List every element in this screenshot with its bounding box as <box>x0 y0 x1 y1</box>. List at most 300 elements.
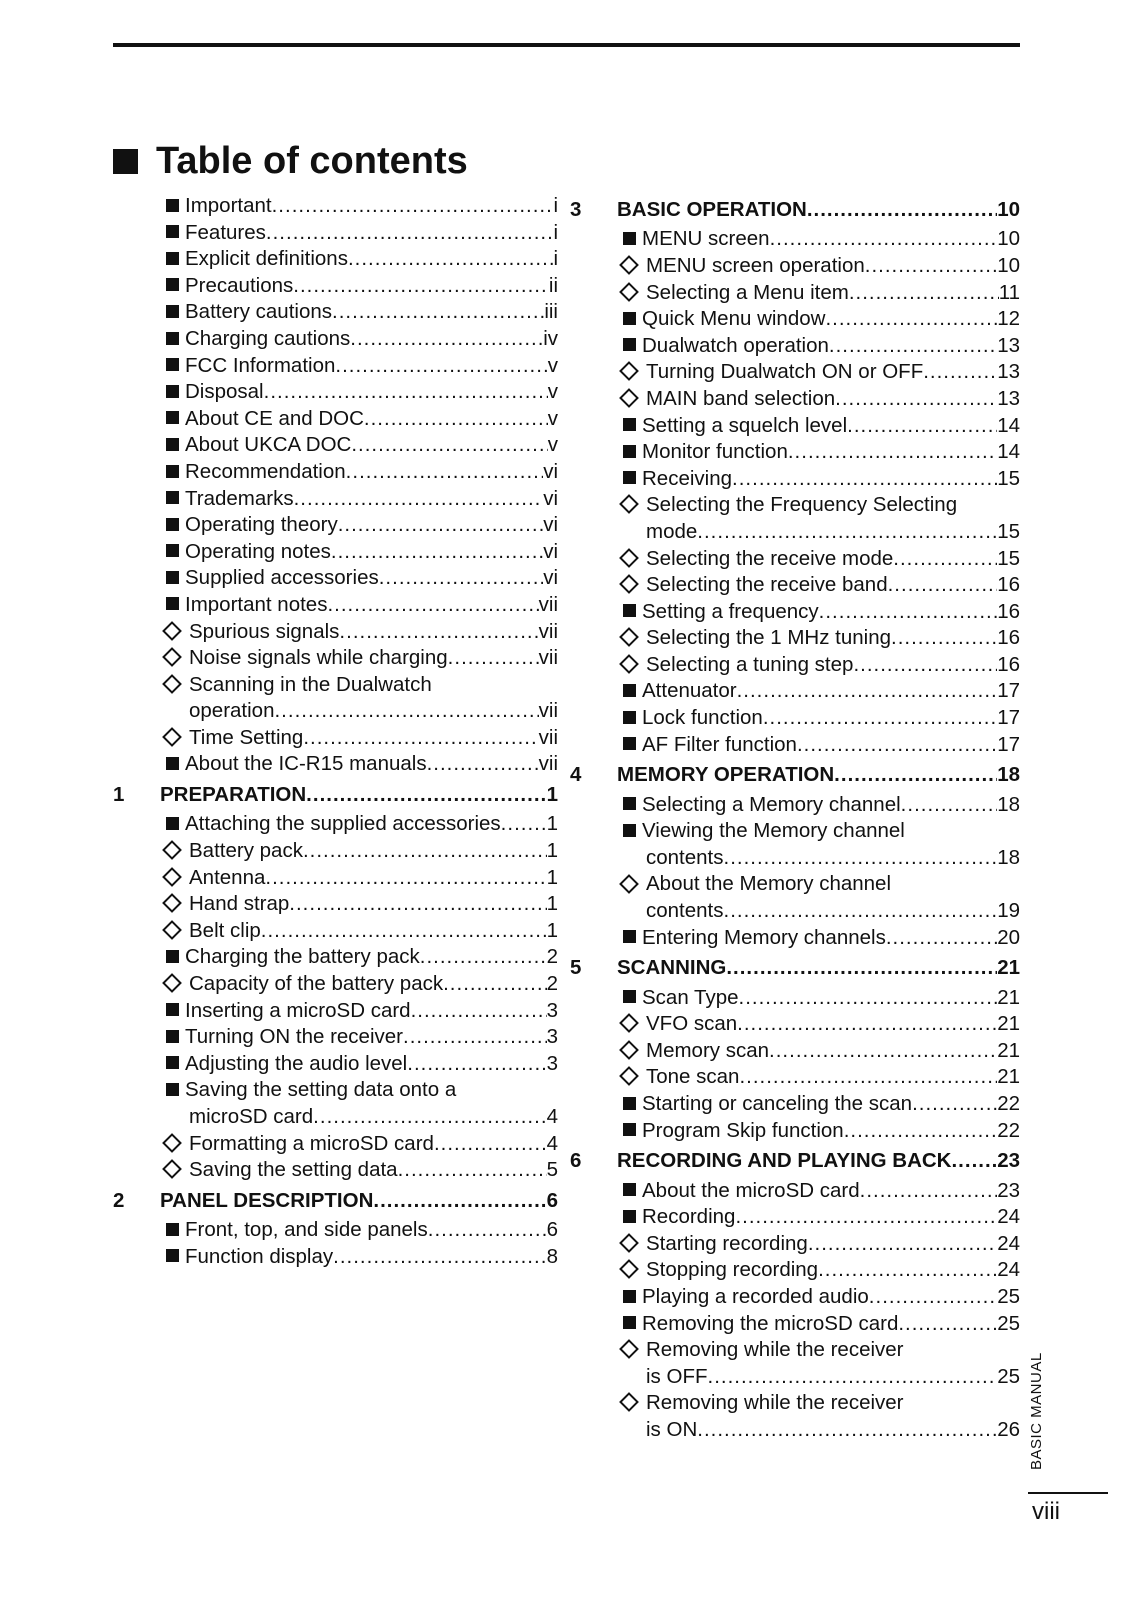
dot-leader <box>289 891 546 918</box>
toc-entry[interactable] <box>570 1011 1020 1038</box>
toc-entry-text <box>185 193 558 220</box>
dot-leader <box>266 220 554 247</box>
dot-leader <box>807 193 997 226</box>
toc-entry-text <box>189 698 558 725</box>
toc-entry[interactable] <box>570 652 1020 679</box>
dot-leader <box>338 512 543 539</box>
toc-entry-label: microSD card <box>189 1104 314 1128</box>
toc-entry-label: is ON <box>646 1417 698 1441</box>
toc-entry-label: Stopping recording <box>646 1258 819 1282</box>
toc-entry-text <box>189 838 558 865</box>
toc-entry[interactable] <box>113 565 558 592</box>
toc-entry-label: Selecting the receive mode <box>646 546 894 570</box>
toc-entry-page: 15 <box>997 519 1020 543</box>
toc-entry-text <box>646 492 1020 519</box>
toc-section-heading[interactable] <box>570 758 1020 791</box>
toc-entry-text <box>185 220 558 247</box>
filled-square-icon <box>162 486 182 513</box>
filled-square-icon <box>162 1077 182 1104</box>
hollow-diamond-icon <box>162 645 182 672</box>
filled-square-icon <box>162 432 182 459</box>
toc-entry[interactable] <box>570 519 1020 546</box>
dot-leader <box>327 592 538 619</box>
toc-entry[interactable] <box>570 1178 1020 1205</box>
dot-leader <box>865 253 997 280</box>
square-bullet-icon <box>113 149 138 174</box>
toc-entry-label: Features <box>185 220 266 244</box>
toc-entry[interactable] <box>113 918 558 945</box>
toc-entry[interactable] <box>113 865 558 892</box>
toc-entry[interactable] <box>570 1257 1020 1284</box>
toc-entry-text <box>642 306 1020 333</box>
dot-leader <box>264 379 548 406</box>
toc-entry[interactable] <box>570 1364 1020 1391</box>
toc-entry-text <box>646 871 1020 898</box>
toc-entry-label: Inserting a microSD card <box>185 998 411 1022</box>
filled-square-icon <box>619 333 639 360</box>
filled-square-icon <box>162 944 182 971</box>
top-rule <box>113 43 1020 47</box>
filled-square-icon <box>162 751 182 778</box>
toc-entry-page: 17 <box>997 679 1020 703</box>
filled-square-icon <box>162 539 182 566</box>
toc-entry[interactable] <box>570 226 1020 253</box>
toc-entry-text <box>189 725 558 752</box>
hollow-diamond-icon <box>619 280 639 307</box>
toc-entry[interactable] <box>570 985 1020 1012</box>
toc-entry-label: Belt clip <box>189 918 261 942</box>
dot-leader <box>348 246 553 273</box>
toc-entry-text <box>617 758 1020 791</box>
toc-entry[interactable] <box>570 572 1020 599</box>
toc-entry[interactable] <box>113 432 558 459</box>
toc-right-column <box>570 193 1020 1444</box>
toc-entry[interactable] <box>570 546 1020 573</box>
toc-entry-page: 25 <box>997 1311 1020 1335</box>
toc-entry[interactable] <box>113 299 558 326</box>
toc-entry-page: 13 <box>997 360 1020 384</box>
toc-entry-label: Charging the battery pack <box>185 945 420 969</box>
toc-entry-label: operation <box>189 699 275 723</box>
toc-entry-text <box>642 705 1020 732</box>
toc-entry[interactable] <box>570 386 1020 413</box>
toc-entry[interactable] <box>570 492 1020 519</box>
toc-entry-page: 22 <box>997 1118 1020 1142</box>
toc-entry-page: 19 <box>997 899 1020 923</box>
dot-leader <box>893 546 997 573</box>
toc-entry[interactable] <box>570 1231 1020 1258</box>
dot-leader <box>853 652 997 679</box>
toc-entry-page: 1 <box>546 918 558 942</box>
toc-entry-label: Selecting the Frequency Selecting <box>646 493 958 517</box>
dot-leader <box>407 1051 546 1078</box>
toc-entry[interactable] <box>570 306 1020 333</box>
toc-entry-label: SCANNING <box>617 956 727 980</box>
toc-entry-page: 21 <box>997 1038 1020 1062</box>
filled-square-icon <box>162 1024 182 1051</box>
toc-entry[interactable] <box>113 592 558 619</box>
toc-entry-page: 20 <box>997 925 1020 949</box>
toc-entry-label: Selecting a tuning step <box>646 652 854 676</box>
filled-square-icon <box>162 406 182 433</box>
toc-entry[interactable] <box>113 353 558 380</box>
toc-entry-label: Scanning in the Dualwatch <box>189 672 432 696</box>
toc-entry-page: 8 <box>546 1244 558 1268</box>
toc-entry-page: 1 <box>546 892 558 916</box>
toc-entry-page: 23 <box>997 1149 1020 1173</box>
toc-entry[interactable] <box>113 672 558 699</box>
toc-entry-page: 12 <box>997 307 1020 331</box>
toc-entry[interactable] <box>570 280 1020 307</box>
side-rule <box>1028 1492 1108 1494</box>
toc-entry-text <box>617 1144 1020 1177</box>
toc-entry-text <box>646 625 1020 652</box>
toc-entry[interactable] <box>570 1204 1020 1231</box>
toc-entry[interactable] <box>570 1390 1020 1417</box>
toc-entry[interactable] <box>570 599 1020 626</box>
toc-entry-label: Starting or canceling the scan <box>642 1091 913 1115</box>
toc-entry-label: Selecting the 1 MHz tuning <box>646 626 891 650</box>
toc-entry[interactable] <box>113 486 558 513</box>
toc-entry-page: 1 <box>546 865 558 889</box>
dot-leader <box>697 1417 997 1444</box>
dot-leader <box>434 1131 547 1158</box>
dot-leader <box>333 1244 546 1271</box>
toc-entry[interactable] <box>113 944 558 971</box>
toc-entry[interactable] <box>570 333 1020 360</box>
toc-entry-page: 21 <box>997 1012 1020 1036</box>
toc-entry-label: Saving the setting data <box>189 1158 398 1182</box>
toc-entry-page: v <box>547 406 558 430</box>
toc-entry-page: 15 <box>997 546 1020 570</box>
toc-entry[interactable] <box>113 273 558 300</box>
toc-entry[interactable] <box>570 1118 1020 1145</box>
toc-section-heading[interactable] <box>113 1184 558 1217</box>
dot-leader <box>818 1257 997 1284</box>
filled-square-icon <box>162 565 182 592</box>
toc-entry-page: vi <box>543 513 558 537</box>
toc-entry-label: Supplied accessories <box>185 566 379 590</box>
toc-entry[interactable] <box>570 925 1020 952</box>
toc-entry[interactable] <box>113 193 558 220</box>
toc-entry-label: Receiving <box>642 466 733 490</box>
filled-square-icon <box>619 678 639 705</box>
filled-square-icon <box>619 985 639 1012</box>
toc-entry-label: mode <box>646 519 698 543</box>
toc-entry-text <box>617 951 1020 984</box>
filled-square-icon <box>619 1178 639 1205</box>
hollow-diamond-icon <box>619 253 639 280</box>
toc-entry[interactable] <box>570 845 1020 872</box>
toc-entry[interactable] <box>113 1104 558 1131</box>
toc-entry-text <box>642 985 1020 1012</box>
toc-entry[interactable] <box>570 871 1020 898</box>
toc-entry[interactable] <box>570 1311 1020 1338</box>
hollow-diamond-icon <box>162 971 182 998</box>
dot-leader <box>737 678 998 705</box>
toc-entry-text <box>185 1244 558 1271</box>
dot-leader <box>303 838 547 865</box>
toc-entry-label: RECORDING AND PLAYING BACK <box>617 1149 952 1173</box>
dot-leader <box>398 1157 547 1184</box>
toc-entry-page: 5 <box>546 1158 558 1182</box>
toc-entry-label: Tone scan <box>646 1065 740 1089</box>
toc-entry-text <box>646 652 1020 679</box>
hollow-diamond-icon <box>619 359 639 386</box>
toc-entry-page: 25 <box>997 1284 1020 1308</box>
filled-square-icon <box>619 1118 639 1145</box>
toc-entry-label: Viewing the Memory channel <box>642 819 905 843</box>
dot-leader <box>364 406 548 433</box>
toc-entry-page: v <box>547 433 558 457</box>
hollow-diamond-icon <box>619 386 639 413</box>
toc-entry-text <box>185 751 558 778</box>
toc-entry[interactable] <box>570 1284 1020 1311</box>
dot-leader <box>825 306 997 333</box>
toc-entry[interactable] <box>113 1077 558 1104</box>
toc-entry[interactable] <box>113 406 558 433</box>
toc-entry[interactable] <box>570 359 1020 386</box>
toc-entry[interactable] <box>570 818 1020 845</box>
filled-square-icon <box>162 1244 182 1271</box>
toc-entry-text <box>642 1091 1020 1118</box>
dot-leader <box>274 698 538 725</box>
toc-entry-label: Battery cautions <box>185 300 332 324</box>
hollow-diamond-icon <box>619 1231 639 1258</box>
toc-entry-text <box>642 792 1020 819</box>
toc-entry-page: 18 <box>997 763 1020 787</box>
toc-entry-label: MENU screen <box>642 227 770 251</box>
toc-section-heading[interactable] <box>570 1144 1020 1177</box>
toc-entry[interactable] <box>570 898 1020 925</box>
toc-entry[interactable] <box>113 751 558 778</box>
toc-entry[interactable] <box>570 625 1020 652</box>
toc-entry-text <box>646 253 1020 280</box>
toc-entry-page: vii <box>538 752 558 776</box>
toc-entry[interactable] <box>113 1244 558 1271</box>
toc-entry-page: 15 <box>997 466 1020 490</box>
toc-entry[interactable] <box>570 1091 1020 1118</box>
toc-entry-text <box>189 645 558 672</box>
hollow-diamond-icon <box>619 1064 639 1091</box>
hollow-diamond-icon <box>162 672 182 699</box>
toc-entry-page: 10 <box>997 227 1020 251</box>
toc-entry[interactable] <box>113 619 558 646</box>
toc-entry-page: 11 <box>998 280 1020 304</box>
toc-entry-label: About the microSD card <box>642 1178 860 1202</box>
toc-entry-label: Charging cautions <box>185 326 351 350</box>
toc-entry-label: Setting a frequency <box>642 599 819 623</box>
dot-leader <box>379 565 543 592</box>
filled-square-icon <box>162 326 182 353</box>
toc-entry[interactable] <box>113 246 558 273</box>
toc-entry[interactable] <box>570 1038 1020 1065</box>
dot-leader <box>849 280 999 307</box>
toc-entry-page: 16 <box>997 599 1020 623</box>
filled-square-icon <box>162 246 182 273</box>
toc-entry-text <box>646 1364 1020 1391</box>
dot-leader <box>420 944 547 971</box>
toc-entry-label: AF Filter function <box>642 732 797 756</box>
toc-entry[interactable] <box>113 645 558 672</box>
toc-entry-text <box>185 539 558 566</box>
toc-entry[interactable] <box>570 1417 1020 1444</box>
toc-entry[interactable] <box>570 678 1020 705</box>
toc-entry-page: vii <box>538 699 558 723</box>
toc-entry[interactable] <box>113 891 558 918</box>
toc-entry[interactable] <box>570 439 1020 466</box>
toc-entry[interactable] <box>570 732 1020 759</box>
filled-square-icon <box>619 413 639 440</box>
toc-entry[interactable] <box>113 459 558 486</box>
toc-entry-text <box>646 1337 1020 1364</box>
toc-entry-page: vi <box>543 539 558 563</box>
toc-entry-text <box>185 406 558 433</box>
toc-entry-label: Spurious signals <box>189 619 340 643</box>
toc-entry-page: 4 <box>546 1131 558 1155</box>
toc-entry-label: Playing a recorded audio <box>642 1284 869 1308</box>
toc-entry-text <box>646 1390 1020 1417</box>
toc-entry-text <box>185 811 558 838</box>
toc-entry-label: Attenuator <box>642 679 737 703</box>
toc-entry-label: Starting recording <box>646 1231 808 1255</box>
hollow-diamond-icon <box>619 1390 639 1417</box>
toc-entry-text <box>185 512 558 539</box>
toc-entry[interactable] <box>570 1337 1020 1364</box>
toc-entry-page: 3 <box>546 1025 558 1049</box>
dot-leader <box>724 898 998 925</box>
toc-entry-page: vi <box>543 459 558 483</box>
toc-entry-label: About the IC-R15 manuals <box>185 752 427 776</box>
toc-entry[interactable] <box>113 1217 558 1244</box>
hollow-diamond-icon <box>619 492 639 519</box>
toc-entry-label: contents <box>646 899 724 923</box>
toc-entry-text <box>189 891 558 918</box>
dot-leader <box>819 599 998 626</box>
toc-entry-text <box>185 565 558 592</box>
toc-entry-label: Monitor function <box>642 440 788 464</box>
toc-entry[interactable] <box>113 539 558 566</box>
toc-entry-page: 24 <box>997 1258 1020 1282</box>
toc-entry[interactable] <box>113 811 558 838</box>
dot-leader <box>272 193 554 220</box>
toc-section-heading[interactable] <box>570 951 1020 984</box>
toc-entry-label: Saving the setting data onto a <box>185 1078 457 1102</box>
toc-entry-label: Removing while the receiver <box>646 1338 904 1362</box>
side-label: BASIC MANUAL <box>1028 1352 1045 1470</box>
toc-entry-label: Important notes <box>185 592 328 616</box>
dot-leader <box>339 619 538 646</box>
dot-leader <box>808 1231 997 1258</box>
toc-entry-label: Removing the microSD card <box>642 1311 899 1335</box>
toc-entry[interactable] <box>113 838 558 865</box>
toc-entry[interactable] <box>570 1064 1020 1091</box>
toc-entry-text <box>642 226 1020 253</box>
toc-entry[interactable] <box>570 253 1020 280</box>
toc-entry-text <box>189 672 558 699</box>
toc-entry[interactable] <box>113 698 558 725</box>
toc-entry[interactable] <box>113 379 558 406</box>
toc-entry[interactable] <box>113 326 558 353</box>
dot-leader <box>427 751 539 778</box>
filled-square-icon <box>162 512 182 539</box>
dot-leader <box>739 1064 997 1091</box>
toc-entry[interactable] <box>113 1024 558 1051</box>
toc-section-heading[interactable] <box>113 778 558 811</box>
toc-entry-text <box>185 1051 558 1078</box>
toc-entry[interactable] <box>113 998 558 1025</box>
toc-entry-text <box>646 386 1020 413</box>
hollow-diamond-icon <box>162 725 182 752</box>
dot-leader <box>898 1311 997 1338</box>
toc-entry-text <box>642 732 1020 759</box>
toc-entry[interactable] <box>570 705 1020 732</box>
section-number: 6 <box>570 1149 582 1173</box>
section-number: 4 <box>570 763 582 787</box>
toc-entry-text <box>189 1157 558 1184</box>
filled-square-icon <box>162 459 182 486</box>
toc-entry-text <box>646 280 1020 307</box>
toc-entry[interactable] <box>113 971 558 998</box>
toc-entry-text <box>642 1178 1020 1205</box>
toc-entry-label: Operating theory <box>185 513 338 537</box>
toc-entry-text <box>646 1257 1020 1284</box>
toc-entry-label: PREPARATION <box>160 783 307 807</box>
toc-entry[interactable] <box>113 1051 558 1078</box>
toc-entry-page: i <box>553 247 558 271</box>
dot-leader <box>332 299 544 326</box>
section-number: 1 <box>113 783 125 807</box>
toc-entry-label: Important <box>185 194 272 217</box>
hollow-diamond-icon <box>619 871 639 898</box>
toc-entry-page: vii <box>538 646 558 670</box>
toc-entry-page: 18 <box>997 845 1020 869</box>
toc-entry-page: 25 <box>997 1364 1020 1388</box>
dot-leader <box>373 1184 546 1217</box>
toc-entry-label: MAIN band selection <box>646 386 836 410</box>
filled-square-icon <box>162 811 182 838</box>
toc-entry-page: 16 <box>997 626 1020 650</box>
toc-entry-text <box>646 519 1020 546</box>
filled-square-icon <box>619 1284 639 1311</box>
toc-entry-page: 21 <box>997 956 1020 980</box>
dot-leader <box>708 1364 998 1391</box>
filled-square-icon <box>619 818 639 845</box>
toc-entry-page: ii <box>548 273 558 297</box>
toc-entry-page: vii <box>538 725 558 749</box>
toc-entry[interactable] <box>113 1131 558 1158</box>
toc-entry[interactable] <box>570 466 1020 493</box>
dot-leader <box>293 273 549 300</box>
hollow-diamond-icon <box>162 1157 182 1184</box>
toc-entry-label: Scan Type <box>642 985 739 1009</box>
toc-entry[interactable] <box>570 413 1020 440</box>
toc-entry[interactable] <box>113 220 558 247</box>
toc-entry[interactable] <box>113 512 558 539</box>
toc-entry-page: 26 <box>997 1417 1020 1441</box>
toc-entry[interactable] <box>570 792 1020 819</box>
filled-square-icon <box>619 705 639 732</box>
toc-entry[interactable] <box>113 725 558 752</box>
toc-entry-page: 10 <box>997 253 1020 277</box>
toc-section-heading[interactable] <box>570 193 1020 226</box>
toc-entry[interactable] <box>113 1157 558 1184</box>
toc-entry-label: Removing while the receiver <box>646 1391 904 1415</box>
section-number: 5 <box>570 956 582 980</box>
dot-leader <box>860 1178 998 1205</box>
toc-entry-label: Time Setting <box>189 725 304 749</box>
toc-entry-text <box>646 359 1020 386</box>
